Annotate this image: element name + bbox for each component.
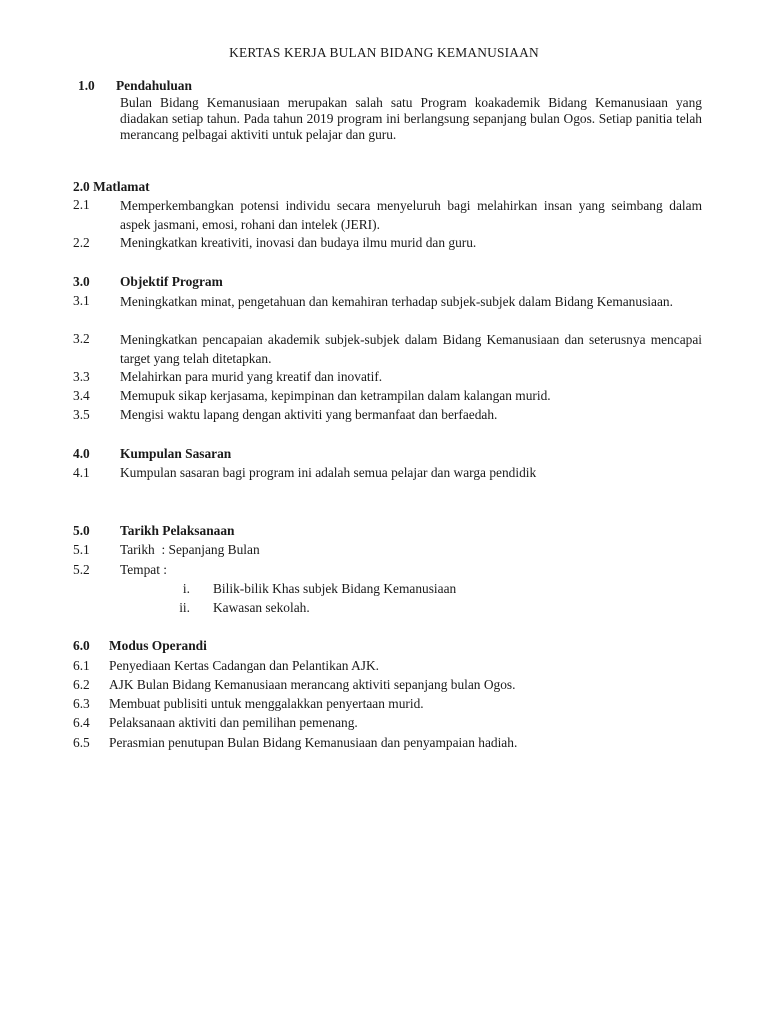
place-i-text: Bilik-bilik Khas subjek Bidang Kemanusiaan xyxy=(213,581,457,596)
item-2-1-text: Memperkembangkan potensi individu secara menyeluruh bagi melahirkan insan yang seimbang dalam aspek jasmani, emosi, rohani dan intelek (JERI). xyxy=(120,198,702,232)
section-6-number: 6.0 xyxy=(73,638,90,653)
item-6-5-number: 6.5 xyxy=(73,735,90,750)
section-5-number: 5.0 xyxy=(73,523,90,538)
section-4-heading: Kumpulan Sasaran xyxy=(120,446,232,461)
item-6-5-text: Perasmian penutupan Bulan Bidang Kemanusiaan dan penyampaian hadiah. xyxy=(109,735,518,750)
item-6-1-number: 6.1 xyxy=(73,658,90,673)
item-5-2-text: Tempat : xyxy=(120,562,168,577)
item-6-4-text: Pelaksanaan aktiviti dan pemilihan pemenang. xyxy=(109,715,358,730)
item-2-2-number: 2.2 xyxy=(73,235,90,250)
item-6-1-text: Penyediaan Kertas Cadangan dan Pelantikan AJK. xyxy=(109,658,379,673)
section-1-number: 1.0 xyxy=(78,78,95,93)
place-ii-text: Kawasan sekolah. xyxy=(213,600,310,615)
section-5-heading: Tarikh Pelaksanaan xyxy=(120,523,235,538)
document-title: KERTAS KERJA BULAN BIDANG KEMANUSIAAN xyxy=(229,45,539,60)
item-6-2-number: 6.2 xyxy=(73,677,90,692)
section-1-heading: Pendahuluan xyxy=(116,78,192,93)
item-5-2-number: 5.2 xyxy=(73,562,90,577)
section-3-heading: Objektif Program xyxy=(120,274,223,289)
item-6-3-number: 6.3 xyxy=(73,696,90,711)
section-3-number: 3.0 xyxy=(73,274,90,289)
item-3-5-number: 3.5 xyxy=(73,407,90,422)
item-3-4-text: Memupuk sikap kerjasama, kepimpinan dan ketrampilan dalam kalangan murid. xyxy=(120,388,551,403)
item-3-1-text: Meningkatkan minat, pengetahuan dan kemahiran terhadap subjek-subjek dalam Bidang Kemanusiaan. xyxy=(120,294,673,309)
item-3-1-number: 3.1 xyxy=(73,293,90,308)
item-3-3-number: 3.3 xyxy=(73,369,90,384)
section-2-heading: 2.0 Matlamat xyxy=(73,179,150,194)
item-5-1-number: 5.1 xyxy=(73,542,90,557)
item-6-4-number: 6.4 xyxy=(73,715,90,730)
item-2-2-text: Meningkatkan kreativiti, inovasi dan budaya ilmu murid dan guru. xyxy=(120,235,477,250)
item-3-4-number: 3.4 xyxy=(73,388,90,403)
item-4-1-number: 4.1 xyxy=(73,465,90,480)
place-ii-number: ii. xyxy=(179,600,190,615)
item-6-3-text: Membuat publisiti untuk menggalakkan penyertaan murid. xyxy=(109,696,424,711)
item-4-1-text: Kumpulan sasaran bagi program ini adalah semua pelajar dan warga pendidik xyxy=(120,465,537,480)
item-5-1-text: Tarikh : Sepanjang Bulan xyxy=(120,542,260,557)
item-2-1-number: 2.1 xyxy=(73,197,90,212)
item-3-3-text: Melahirkan para murid yang kreatif dan inovatif. xyxy=(120,369,383,384)
item-3-2-number: 3.2 xyxy=(73,331,90,346)
item-3-5-text: Mengisi waktu lapang dengan aktiviti yang bermanfaat dan berfaedah. xyxy=(120,407,498,422)
place-i-number: i. xyxy=(182,581,190,596)
section-1-paragraph: Bulan Bidang Kemanusiaan merupakan salah satu Program koakademik Bidang Kemanusiaan yang diadakan setiap tahun. Pada tahun 2019 program ini berlangsung sepanjang bulan Ogos. Setiap panitia telah merancang pelbagai aktiviti untuk pelajar dan guru. xyxy=(120,95,702,142)
section-6-heading: Modus Operandi xyxy=(109,638,207,653)
section-4-number: 4.0 xyxy=(73,446,90,461)
item-3-2-text: Meningkatkan pencapaian akademik subjek-subjek dalam Bidang Kemanusiaan dan seterusnya mencapai target yang telah ditetapkan. xyxy=(120,332,702,366)
item-6-2-text: AJK Bulan Bidang Kemanusiaan merancang aktiviti sepanjang bulan Ogos. xyxy=(109,677,516,692)
